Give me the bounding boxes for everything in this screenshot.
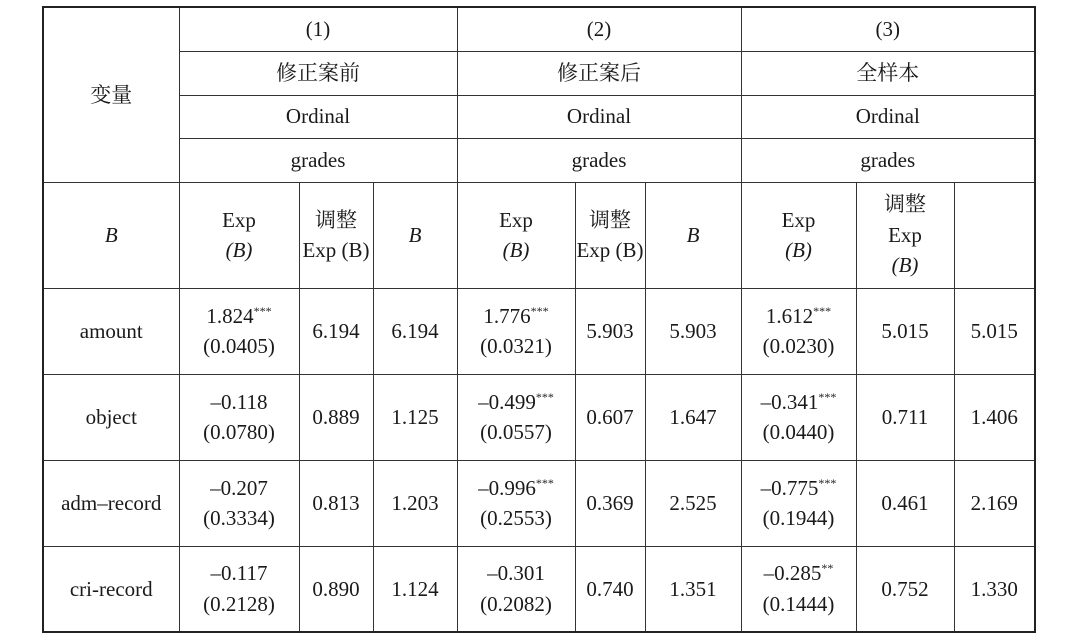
coef-value: –0.775 [760, 475, 819, 500]
col-header-adj-line1: 调整 [589, 207, 631, 232]
group-3-model-line1: Ordinal [741, 95, 1035, 138]
coef-value: –0.996 [478, 475, 536, 500]
coef-value: –0.118 [210, 389, 268, 414]
col-header-adj-line2: Exp (B) [576, 238, 644, 262]
exp-value: 5.903 [575, 288, 645, 374]
row-variable-name: object [43, 374, 179, 460]
coef-value: –0.499 [478, 389, 536, 414]
group-2-sample: 修正案后 [457, 51, 741, 95]
col-header-adj-line1: 调整 [884, 192, 926, 217]
col-header-exp-line2: (B) [785, 238, 812, 262]
exp-value: 0.890 [299, 546, 373, 632]
col-header-exp [741, 182, 856, 288]
table-row [43, 374, 1035, 460]
std-error: (0.0440) [762, 420, 835, 444]
variable-header: 变量 [43, 7, 179, 182]
adj-exp-value: 5.903 [645, 288, 741, 374]
header-row-model-line1 [43, 95, 1035, 138]
significance-stars: *** [535, 389, 554, 404]
std-error: (0.2553) [480, 506, 552, 530]
adj-exp-value: 1.203 [373, 460, 457, 546]
col-header-exp-line1: Exp [781, 207, 816, 232]
col-header-adj-exp [856, 182, 954, 288]
std-error: (0.0780) [203, 420, 275, 444]
col-header-exp-line2: (B) [225, 238, 253, 262]
col-header-exp-line1: Exp [222, 207, 256, 232]
table-row [43, 546, 1035, 632]
col-header-adj-line1: 调整 [315, 207, 357, 232]
header-row-columns [43, 182, 1035, 288]
std-error: (0.0321) [480, 334, 552, 358]
coef-cell [457, 460, 575, 546]
col-header-exp [179, 182, 299, 288]
coef-cell [741, 460, 856, 546]
coef-value: 1.824 [206, 303, 254, 328]
group-1-model-line1: Ordinal [179, 95, 457, 138]
col-header-b-label: B [408, 222, 422, 247]
significance-stars: *** [535, 475, 554, 490]
group-2-model-line1: Ordinal [457, 95, 741, 138]
coef-cell [179, 288, 299, 374]
coef-cell [179, 374, 299, 460]
group-3-sample: 全样本 [741, 51, 1035, 95]
significance-stars: *** [818, 475, 837, 490]
table-row [43, 460, 1035, 546]
coef-cell [741, 288, 856, 374]
exp-value: 0.740 [575, 546, 645, 632]
coef-cell [457, 546, 575, 632]
group-2-model-line2: grades [457, 138, 741, 182]
significance-stars: *** [813, 303, 832, 318]
exp-value: 0.607 [575, 374, 645, 460]
std-error: (0.0557) [480, 420, 552, 444]
col-header-exp-line1: Exp [499, 207, 533, 232]
coef-value: –0.301 [487, 561, 545, 586]
col-header-b [373, 182, 457, 288]
std-error: (0.1444) [762, 591, 835, 616]
coef-value: –0.117 [210, 561, 268, 586]
group-1-sample: 修正案前 [179, 51, 457, 95]
col-header-b [43, 182, 179, 288]
group-1-model-line2: grades [179, 138, 457, 182]
coef-cell [741, 546, 856, 632]
exp-value: 6.194 [299, 288, 373, 374]
row-variable-name: adm–record [43, 460, 179, 546]
coef-cell [741, 374, 856, 460]
col-header-b-label: B [686, 222, 700, 247]
exp-value: 0.813 [299, 460, 373, 546]
coef-cell [457, 288, 575, 374]
col-header-b [645, 182, 741, 288]
group-2-number: (2) [457, 7, 741, 51]
col-header-adj-line3: (B) [891, 253, 919, 278]
coef-value: –0.341 [760, 389, 819, 414]
col-header-adj-line2: Exp (B) [302, 238, 370, 262]
exp-value: 0.369 [575, 460, 645, 546]
exp-value: 0.889 [299, 374, 373, 460]
group-3-number: (3) [741, 7, 1035, 51]
col-header-b-label: B [104, 222, 118, 247]
adj-exp-value: 1.406 [954, 374, 1035, 460]
header-row-group-number [43, 7, 1035, 51]
col-header-adj-exp [299, 182, 373, 288]
coef-value: –0.207 [210, 475, 268, 500]
group-3-model-line2: grades [741, 138, 1035, 182]
significance-stars: *** [253, 303, 272, 318]
coef-cell [457, 374, 575, 460]
header-row-sample [43, 51, 1035, 95]
std-error: (0.3334) [203, 506, 275, 530]
std-error: (0.0405) [203, 334, 275, 358]
adj-exp-value: 2.525 [645, 460, 741, 546]
coef-cell [179, 546, 299, 632]
adj-exp-value: 1.125 [373, 374, 457, 460]
significance-stars: *** [530, 303, 549, 318]
adj-exp-value: 1.647 [645, 374, 741, 460]
coef-value: 1.776 [483, 303, 531, 328]
adj-exp-value: 1.124 [373, 546, 457, 632]
coef-value: 1.612 [765, 303, 814, 328]
adj-exp-value: 1.330 [954, 546, 1035, 632]
adj-exp-value: 6.194 [373, 288, 457, 374]
col-header-adj-line2: Exp [888, 222, 922, 247]
regression-table [42, 6, 1036, 633]
col-header-exp-line2: (B) [502, 238, 530, 262]
coef-cell [179, 460, 299, 546]
adj-exp-value: 5.015 [954, 288, 1035, 374]
row-variable-name: amount [43, 288, 179, 374]
table-row [43, 288, 1035, 374]
coef-value: –0.285 [763, 561, 822, 586]
row-variable-name: cri-record [43, 546, 179, 632]
adj-exp-value: 2.169 [954, 460, 1035, 546]
exp-value: 0.711 [856, 374, 954, 460]
col-header-adj-exp [575, 182, 645, 288]
significance-stars: ** [821, 561, 834, 576]
std-error: (0.0230) [762, 334, 835, 358]
adj-exp-value: 1.351 [645, 546, 741, 632]
exp-value: 0.461 [856, 460, 954, 546]
exp-value: 5.015 [856, 288, 954, 374]
group-1-number: (1) [179, 7, 457, 51]
exp-value: 0.752 [856, 546, 954, 632]
header-row-model-line2 [43, 138, 1035, 182]
significance-stars: *** [818, 389, 837, 404]
std-error: (0.2082) [480, 591, 552, 616]
std-error: (0.1944) [762, 506, 835, 530]
col-header-exp [457, 182, 575, 288]
std-error: (0.2128) [203, 591, 275, 616]
